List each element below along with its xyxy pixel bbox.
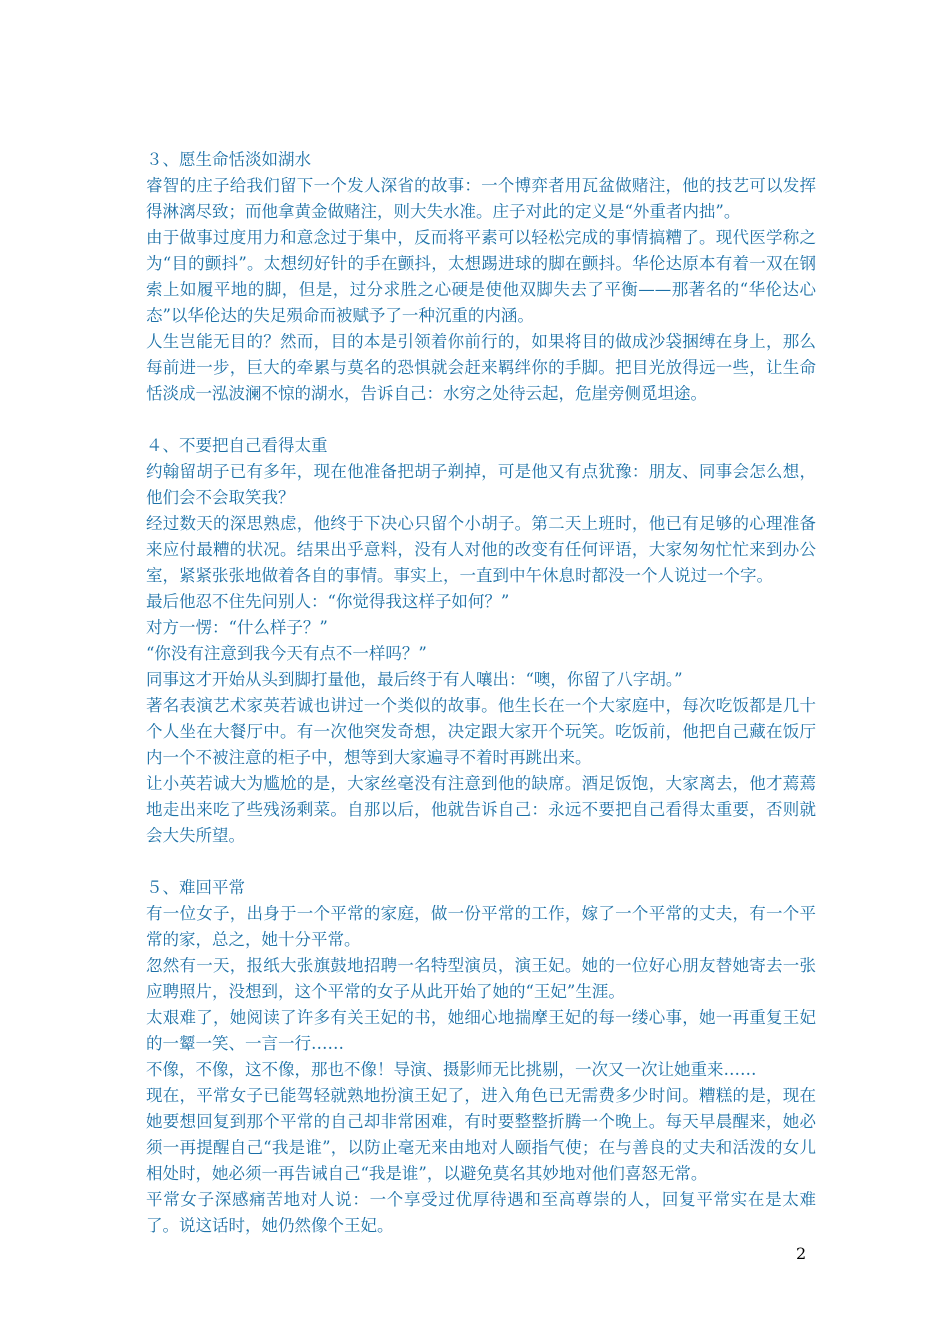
paragraph: 现在，平常女子已能驾轻就熟地扮演王妃了，进入角色已无需费多少时间。糟糕的是，现在她要想回复到那个平常的自己却非常困难，有时要整整折腾一个晚上。每天早晨醒来，她必须一再提醒自己“我是谁”，以防止毫无来由地对人颐指气使；在与善良的丈夫和活泼的女儿相处时，她必须一再告诫自己“我是谁”，以避免莫名其妙地对他们喜怒无常。 <box>146 1086 816 1183</box>
paragraph: 睿智的庄子给我们留下一个发人深省的故事：一个博弈者用瓦盆做赌注，他的技艺可以发挥得淋漓尽致；而他拿黄金做赌注，则大失水准。庄子对此的定义是“外重者内拙”。 <box>146 176 816 221</box>
section-heading: ５、难回平常 <box>146 878 245 897</box>
section-5 <box>146 875 816 1239</box>
paragraph: 有一位女子，出身于一个平常的家庭，做一份平常的工作，嫁了一个平常的丈夫，有一个平常的家，总之，她十分平常。 <box>146 904 816 949</box>
paragraph: 约翰留胡子已有多年，现在他准备把胡子剃掉，可是他又有点犹豫：朋友、同事会怎么想，他们会不会取笑我？ <box>146 462 816 507</box>
paragraph: 对方一愣：“什么样子？” <box>146 618 328 637</box>
paragraph: 经过数天的深思熟虑，他终于下决心只留个小胡子。第二天上班时，他已有足够的心理准备来应付最糟的状况。结果出乎意料，没有人对他的改变有任何评语，大家匆匆忙忙来到办公室，紧紧张张地做着各自的事情。事实上，一直到中午休息时都没一个人说过一个字。 <box>146 514 816 585</box>
paragraph: 不像，不像，这不像，那也不像！导演、摄影师无比挑剔，一次又一次让她重来…… <box>146 1060 757 1079</box>
paragraph: 同事这才开始从头到脚打量他，最后终于有人嚷出：“噢，你留了八字胡。” <box>146 670 683 689</box>
paragraph: 著名表演艺术家英若诚也讲过一个类似的故事。他生长在一个大家庭中，每次吃饭都是几十个人坐在大餐厅中。有一次他突发奇想，决定跟大家开个玩笑。吃饭前，他把自己藏在饭厅内一个不被注意的柜子中，想等到大家遍寻不着时再跳出来。 <box>146 696 816 767</box>
section-heading: ３、愿生命恬淡如湖水 <box>146 150 311 169</box>
paragraph: 忽然有一天，报纸大张旗鼓地招聘一名特型演员，演王妃。她的一位好心朋友替她寄去一张应聘照片，没想到，这个平常的女子从此开始了她的“王妃”生涯。 <box>146 956 816 1001</box>
paragraph: 让小英若诚大为尴尬的是，大家丝毫没有注意到他的缺席。酒足饭饱，大家离去，他才蔫蔫地走出来吃了些残汤剩菜。自那以后，他就告诉自己：永远不要把自己看得太重要，否则就会大失所望。 <box>146 774 816 845</box>
paragraph: “你没有注意到我今天有点不一样吗？” <box>146 644 427 663</box>
paragraph: 由于做事过度用力和意念过于集中，反而将平素可以轻松完成的事情搞糟了。现代医学称之为“目的颤抖”。太想纫好针的手在颤抖，太想踢进球的脚在颤抖。华伦达原本有着一双在钢索上如履平地的脚，但是，过分求胜之心硬是使他双脚失去了平衡——那著名的“华伦达心态”以华伦达的失足殒命而被赋予了一种沉重的内涵。 <box>146 228 816 325</box>
document-body <box>146 147 816 1239</box>
paragraph: 最后他忍不住先问别人：“你觉得我这样子如何？” <box>146 592 510 611</box>
section-heading: ４、不要把自己看得太重 <box>146 436 328 455</box>
paragraph: 人生岂能无目的？然而，目的本是引领着你前行的，如果将目的做成沙袋捆缚在身上，那么每前进一步，巨大的牵累与莫名的恐惧就会赶来羁绊你的手脚。把目光放得远一些，让生命恬淡成一泓波澜不惊的湖水，告诉自己：水穷之处待云起，危崖旁侧觅坦途。 <box>146 332 816 403</box>
paragraph: 太艰难了，她阅读了许多有关王妃的书，她细心地揣摩王妃的每一缕心事，她一再重复王妃的一颦一笑、一言一行…… <box>146 1008 816 1053</box>
section-3 <box>146 147 816 407</box>
page-number: 2 <box>796 1244 807 1263</box>
paragraph: 平常女子深感痛苦地对人说：一个享受过优厚待遇和至高尊崇的人，回复平常实在是太难了。说这话时，她仍然像个王妃。 <box>146 1190 816 1235</box>
section-4 <box>146 433 816 849</box>
